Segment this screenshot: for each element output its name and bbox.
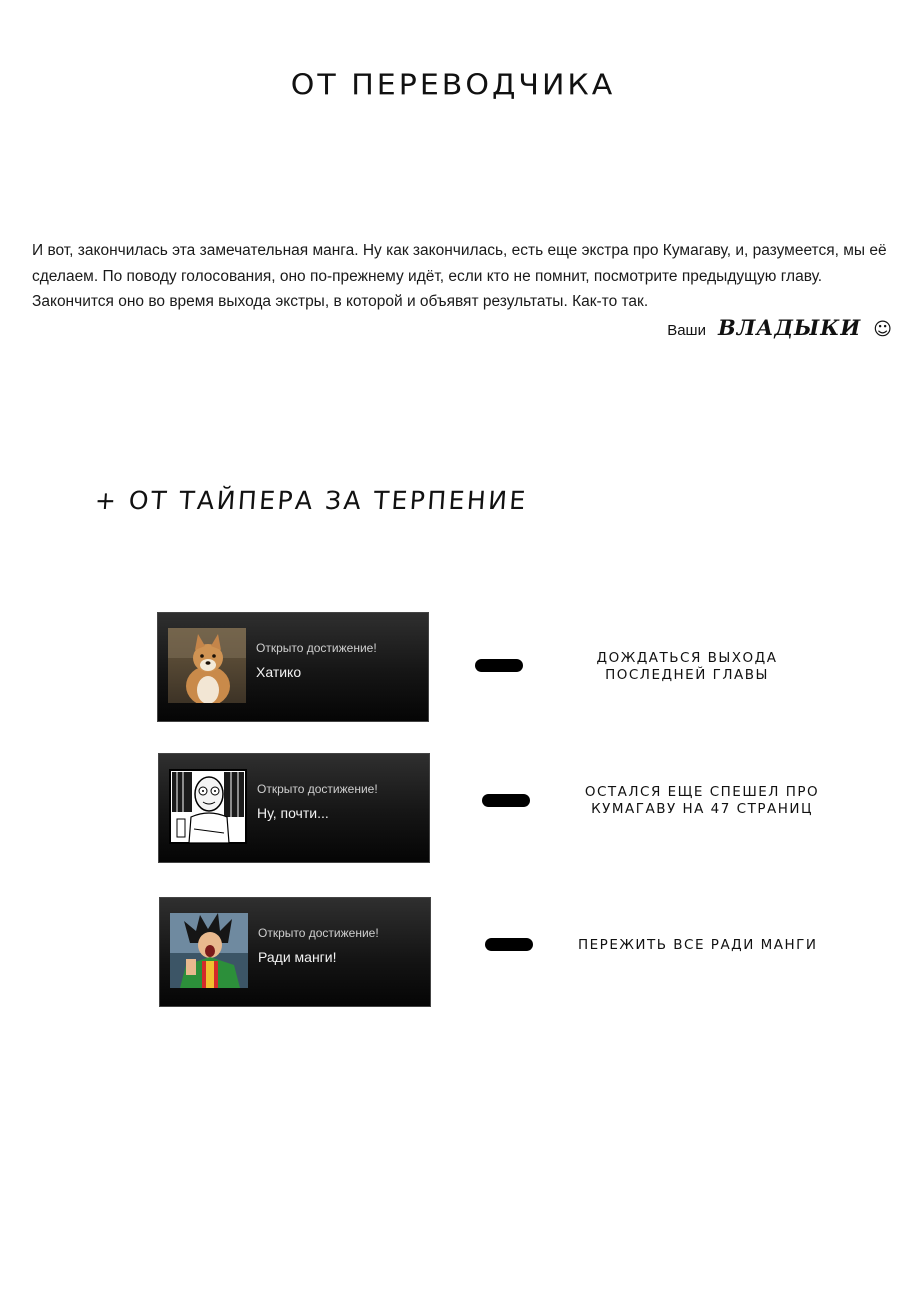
description-line: ПЕРЕЖИТЬ ВСЕ РАДИ МАНГИ xyxy=(578,937,818,953)
achievement-name: Ради манги! xyxy=(258,949,337,965)
note-line: сделаем. По поводу голосования, оно по-прежнему идёт, если кто не помнит, посмотрите предыдущую главу. xyxy=(32,267,823,285)
manga-panel-thumbnail xyxy=(169,769,247,844)
note-line: Закончится оно во время выхода экстры, в которой и объявят результаты. Как-то так. xyxy=(32,293,649,310)
achievement-description xyxy=(578,937,838,954)
page-title: ОТ ПЕРЕВОДЧИКА xyxy=(290,68,616,103)
translator-note xyxy=(32,238,887,315)
dash-icon xyxy=(482,794,530,807)
note-line: И вот, закончилась эта замечательная манга. Ну как закончилась, есть еще экстра про Кумагаву, и, разумеется, мы её xyxy=(32,242,887,259)
achievement-label: Открыто достижение! xyxy=(257,782,378,796)
achievement-card xyxy=(159,897,431,1007)
signature-prefix: Ваши xyxy=(667,322,706,339)
achievement-description xyxy=(572,650,802,684)
description-line: ОСТАЛСЯ ЕЩЕ СПЕШЕЛ ПРО xyxy=(584,784,820,800)
description-line: ДОЖДАТЬСЯ ВЫХОДА xyxy=(596,650,778,666)
achievement-name: Ну, почти... xyxy=(257,805,329,821)
description-line: КУМАГАВУ НА 47 СТРАНИЦ xyxy=(591,801,813,817)
description-line: ПОСЛЕДНЕЙ ГЛАВЫ xyxy=(605,667,769,683)
achievement-card xyxy=(157,612,429,722)
signature-name: ВЛАДЫКИ xyxy=(717,315,862,340)
achievement-card xyxy=(158,753,430,863)
achievement-description xyxy=(572,784,832,818)
smiley-icon: ☺ xyxy=(873,319,892,340)
achievement-label: Открыто достижение! xyxy=(258,926,379,940)
anime-character-thumbnail xyxy=(170,913,248,988)
signature xyxy=(667,315,892,340)
achievement-label: Открыто достижение! xyxy=(256,641,377,655)
dog-photo-thumbnail xyxy=(168,628,246,703)
achievement-name: Хатико xyxy=(256,664,302,680)
section-subtitle: + ОТ ТАЙПЕРА ЗА ТЕРПЕНИЕ xyxy=(93,486,529,515)
dash-icon xyxy=(475,659,523,672)
dash-icon xyxy=(485,938,533,951)
